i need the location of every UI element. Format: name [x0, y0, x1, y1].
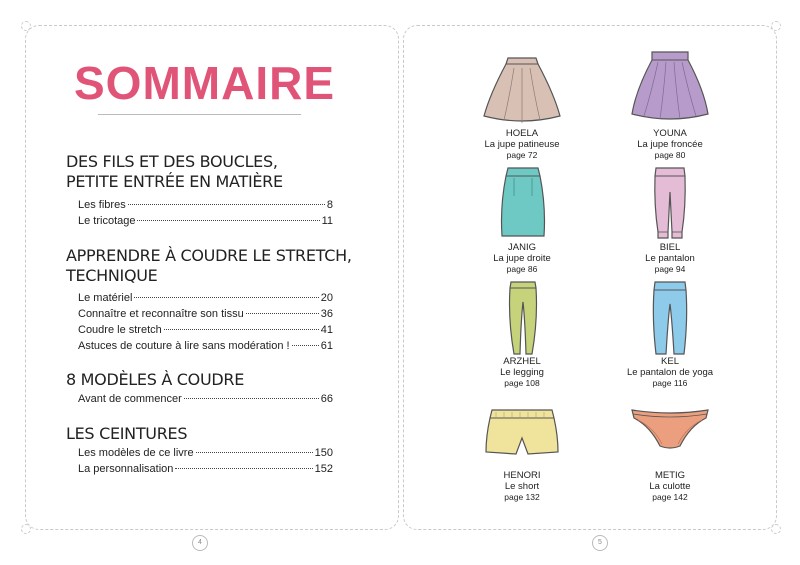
toc-entry-label: Connaître et reconnaître son tissu: [78, 308, 244, 320]
toc-entry-label: La personnalisation: [78, 463, 174, 475]
toc-entry[interactable]: [78, 198, 333, 212]
toc-entry-label: Avant de commencer: [78, 393, 182, 405]
corner-ornament: [21, 524, 31, 534]
model-label: Le pantalon de yoga: [626, 367, 714, 378]
toc-leader: [196, 452, 313, 453]
toc-entry-label: Coudre le stretch: [78, 324, 162, 336]
model-name: JANIG: [508, 242, 536, 253]
toc-leader: [128, 204, 325, 205]
model-caption-biel: [595, 242, 745, 275]
toc-entry[interactable]: [78, 323, 333, 337]
toc-leader: [292, 345, 319, 346]
toc-entry-label: Astuces de couture à lire sans modération !: [78, 340, 290, 352]
jogger-pants-icon: [652, 166, 688, 240]
toc-entry-label: Les fibres: [78, 199, 126, 211]
section-title-models: [66, 370, 244, 390]
model-label: La culotte: [649, 481, 691, 492]
model-name: METIG: [654, 470, 686, 481]
title-divider: [98, 114, 301, 115]
section-title-line: DES FILS ET DES BOUCLES,: [66, 152, 278, 171]
toc-entry-page: 152: [314, 463, 333, 475]
toc-entry[interactable]: [78, 339, 333, 353]
toc-leader: [184, 398, 319, 399]
yoga-pants-icon: [650, 280, 690, 356]
toc-entry-page: 150: [314, 447, 333, 459]
toc-entry-label: Les modèles de ce livre: [78, 447, 194, 459]
skater-skirt-icon: [482, 54, 562, 126]
toc-entry[interactable]: [78, 392, 333, 406]
section-title-stretch: [66, 246, 352, 286]
model-page: page 94: [654, 264, 686, 274]
model-caption-hoela: [447, 128, 597, 161]
toc-entry-page: 41: [320, 324, 333, 336]
model-page: page 116: [652, 378, 688, 388]
model-page: page 80: [654, 150, 686, 160]
section-title-line: LES CEINTURES: [66, 424, 188, 443]
toc-entry-page: 66: [320, 393, 333, 405]
model-label: Le pantalon: [645, 253, 695, 264]
toc-leader: [164, 329, 319, 330]
section-title-line: APPRENDRE À COUDRE LE STRETCH,: [66, 246, 352, 265]
pencil-skirt-icon: [500, 166, 546, 238]
legging-icon: [506, 280, 540, 356]
model-page: page 142: [652, 492, 688, 502]
toc-entry-label: Le tricotage: [78, 215, 136, 227]
toc-leader: [246, 313, 319, 314]
model-name: ARZHEL: [503, 356, 541, 367]
section-title-belts: [66, 424, 187, 444]
toc-leader: [175, 468, 312, 469]
model-caption-kel: [595, 356, 745, 389]
section-title-line: PETITE ENTRÉE EN MATIÈRE: [66, 172, 283, 191]
model-caption-janig: [447, 242, 597, 275]
model-name: HENORI: [503, 470, 541, 481]
model-name: HOELA: [505, 128, 539, 139]
toc-entry[interactable]: [78, 307, 333, 321]
gathered-skirt-icon: [630, 50, 710, 124]
model-label: La jupe droite: [493, 253, 551, 264]
shorts-icon: [484, 408, 560, 456]
toc-entry-page: 36: [320, 308, 333, 320]
model-name: YOUNA: [653, 128, 687, 139]
page-number-left: 4: [192, 535, 208, 551]
model-page: page 108: [504, 378, 540, 388]
section-title-line: 8 MODÈLES À COUDRE: [66, 370, 245, 389]
corner-ornament: [771, 524, 781, 534]
model-page: page 86: [506, 264, 538, 274]
page-number-right: 5: [592, 535, 608, 551]
section-title-line: TECHNIQUE: [66, 266, 158, 285]
toc-entry-page: 61: [320, 340, 333, 352]
toc-entry[interactable]: [78, 446, 333, 460]
toc-leader: [137, 220, 319, 221]
toc-entry-page: 11: [321, 215, 333, 227]
toc-entry-page: 20: [320, 292, 333, 304]
section-title-fibres: [66, 152, 283, 192]
toc-leader: [134, 297, 318, 298]
toc-entry[interactable]: [78, 291, 333, 305]
model-label: Le legging: [500, 367, 544, 378]
model-name: KEL: [661, 356, 679, 367]
model-label: Le short: [504, 481, 540, 492]
page-title: SOMMAIRE: [74, 57, 335, 109]
corner-ornament: [771, 21, 781, 31]
right-page-frame: [403, 25, 777, 530]
corner-ornament: [21, 21, 31, 31]
model-page: page 72: [506, 150, 538, 160]
model-label: La jupe patineuse: [484, 139, 560, 150]
model-label: La jupe froncée: [637, 139, 703, 150]
model-page: page 132: [504, 492, 540, 502]
toc-entry[interactable]: [78, 214, 333, 228]
panties-icon: [630, 408, 710, 450]
model-caption-youna: [595, 128, 745, 161]
model-caption-henori: [447, 470, 597, 503]
toc-entry-page: 8: [326, 199, 333, 211]
model-caption-arzhel: [447, 356, 597, 389]
model-name: BIEL: [659, 242, 681, 253]
model-caption-metig: [595, 470, 745, 503]
toc-entry-label: Le matériel: [78, 292, 133, 304]
toc-entry[interactable]: [78, 462, 333, 476]
